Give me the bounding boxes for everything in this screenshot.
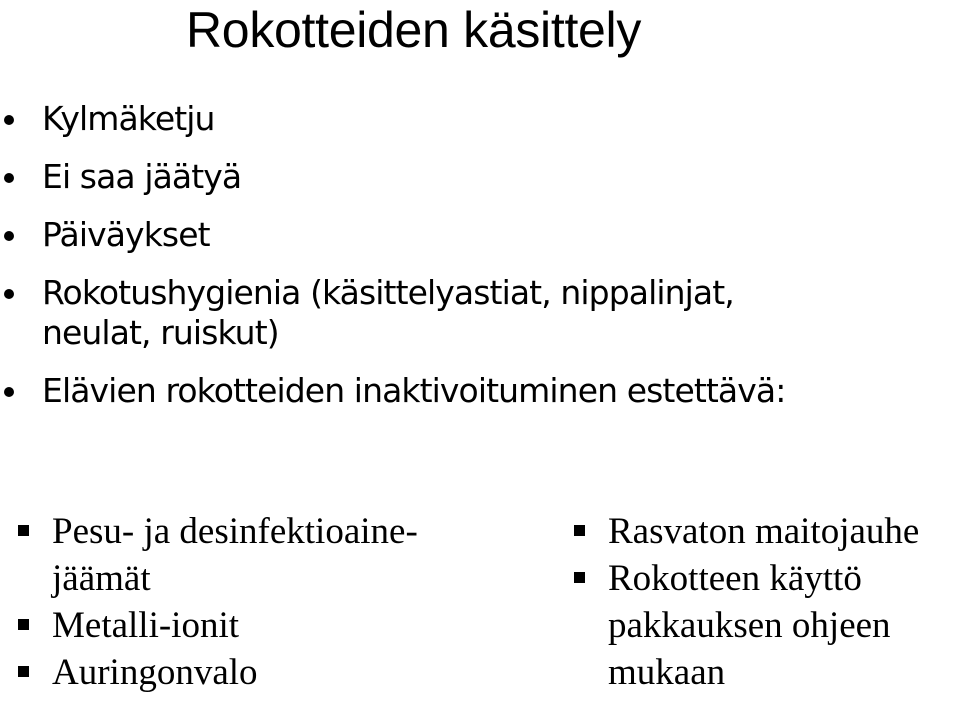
square-bullet-icon	[574, 572, 585, 583]
square-bullet-icon	[18, 666, 29, 677]
sub-list-item	[0, 649, 418, 696]
main-bullet-list	[0, 90, 785, 420]
slide-title: Rokotteiden käsittely	[186, 2, 642, 58]
bullet-text: Päiväykset	[42, 215, 210, 254]
sub-list-item	[556, 508, 919, 555]
bullet-dot-icon	[4, 387, 14, 397]
bullet-text-continued: neulat, ruiskut)	[42, 313, 279, 352]
bullet-item	[0, 148, 785, 206]
sub-item-text: Rasvaton maitojauhe	[608, 511, 920, 552]
sub-list-right	[556, 508, 919, 696]
bullet-dot-icon	[4, 115, 14, 125]
sub-item-text: Auringonvalo	[52, 652, 258, 693]
bullet-text: Ei saa jäätyä	[42, 157, 242, 196]
bullet-text: Kylmäketju	[42, 99, 215, 138]
bullet-text: Rokotushygienia (käsittelyastiat, nippalinjat,	[42, 273, 734, 312]
sub-list-item	[0, 602, 418, 649]
sub-item-text: Rokotteen käyttö	[608, 558, 862, 599]
bullet-dot-icon	[4, 289, 14, 299]
sub-item-text: Metalli-ionit	[52, 605, 240, 646]
bullet-dot-icon	[4, 173, 14, 183]
sub-list-item	[0, 508, 418, 602]
sub-list-left	[0, 508, 418, 696]
sub-item-text-continued: mukaan	[608, 652, 726, 693]
bullet-item	[0, 90, 785, 148]
bullet-item	[0, 362, 785, 420]
sub-item-text-continued: jäämät	[52, 558, 151, 599]
bullet-text: Elävien rokotteiden inaktivoituminen estettävä:	[42, 371, 786, 410]
square-bullet-icon	[18, 525, 29, 536]
sub-item-text-continued: pakkauksen ohjeen	[608, 605, 891, 646]
sub-item-text: Pesu- ja desinfektioaine-	[52, 511, 418, 552]
square-bullet-icon	[574, 525, 585, 536]
bullet-dot-icon	[4, 231, 14, 241]
sub-list-item	[556, 555, 919, 696]
square-bullet-icon	[18, 619, 29, 630]
bullet-item	[0, 206, 785, 264]
bullet-item	[0, 264, 785, 362]
